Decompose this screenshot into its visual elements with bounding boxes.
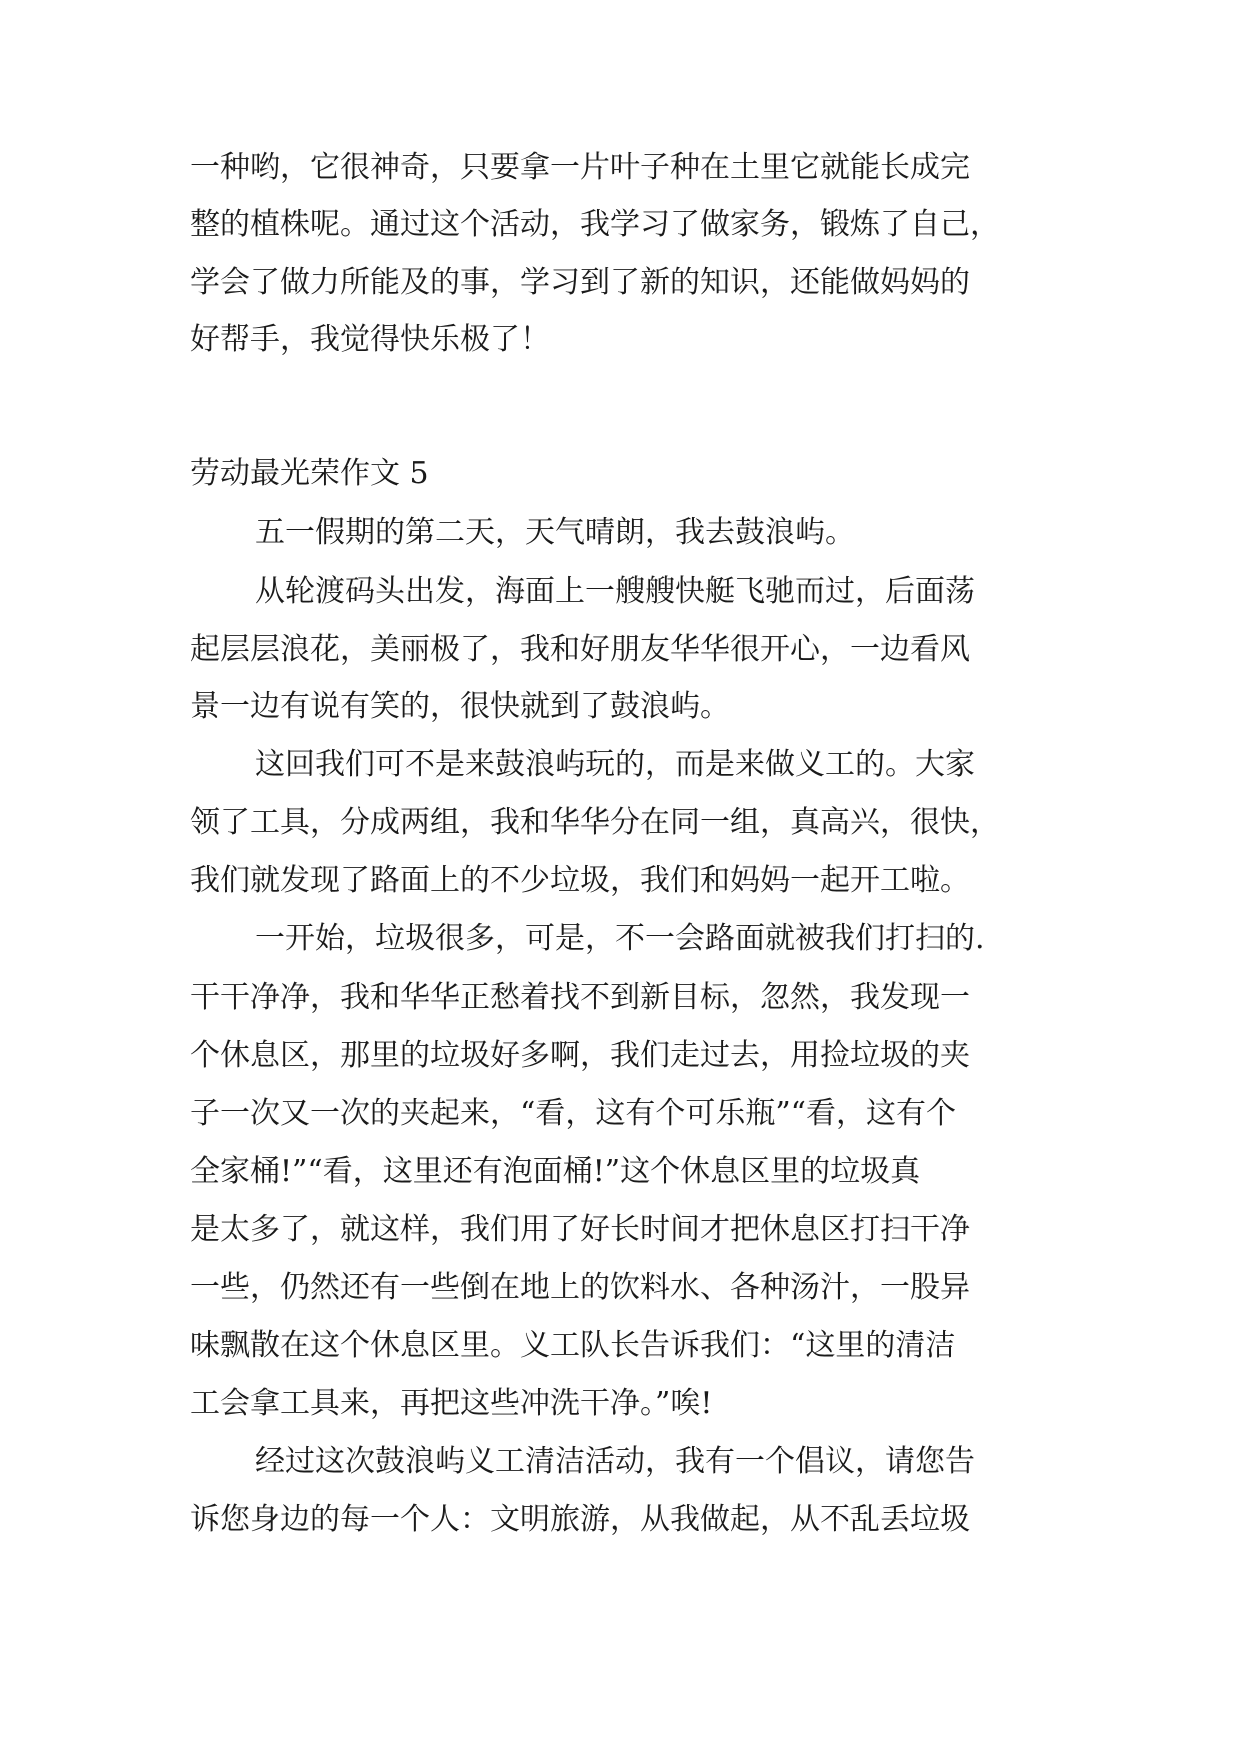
text-line: 个休息区，那里的垃圾好多啊，我们走过去，用捡垃圾的夹 bbox=[190, 1038, 970, 1073]
text-line: 诉您身边的每一个人：文明旅游，从我做起，从不乱丢垃圾 bbox=[190, 1502, 970, 1537]
text-line: 整的植株呢。通过这个活动，我学习了做家务，锻炼了自己， bbox=[190, 207, 1000, 242]
text-line: 味飘散在这个休息区里。义工队长告诉我们：“这里的清洁 bbox=[190, 1328, 956, 1363]
text-line: 景一边有说有笑的，很快就到了鼓浪屿。 bbox=[190, 689, 730, 724]
text-line: 工会拿工具来，再把这些冲洗干净。”唉! bbox=[190, 1386, 713, 1421]
text-line: 起层层浪花，美丽极了，我和好朋友华华很开心，一边看风 bbox=[190, 632, 970, 667]
text-line: 我们就发现了路面上的不少垃圾，我们和妈妈一起开工啦。 bbox=[190, 863, 970, 898]
paragraph-first-line: 从轮渡码头出发，海面上一艘艘快艇飞驰而过，后面荡 bbox=[255, 574, 975, 609]
paragraph-first-line: 五一假期的第二天，天气晴朗，我去鼓浪屿。 bbox=[255, 515, 855, 550]
text-line: 子一次又一次的夹起来，“看，这有个可乐瓶”“看，这有个 bbox=[190, 1096, 957, 1131]
text-line: 干干净净，我和华华正愁着找不到新目标，忽然，我发现一 bbox=[190, 980, 970, 1015]
paragraph-first-line: 这回我们可不是来鼓浪屿玩的，而是来做义工的。大家 bbox=[255, 747, 975, 782]
text-line: 好帮手，我觉得快乐极了！ bbox=[190, 322, 550, 357]
text-line: 一些，仍然还有一些倒在地上的饮料水、各种汤汁，一股异 bbox=[190, 1270, 970, 1305]
text-line: 学会了做力所能及的事，学习到了新的知识，还能做妈妈的 bbox=[190, 265, 970, 300]
text-line: 一种哟，它很神奇，只要拿一片叶子种在土里它就能长成完 bbox=[190, 150, 970, 185]
section-heading: 劳动最光荣作文 5 bbox=[190, 456, 429, 491]
text-line: 是太多了，就这样，我们用了好长时间才把休息区打扫干净 bbox=[190, 1212, 970, 1247]
paragraph-first-line: 经过这次鼓浪屿义工清洁活动，我有一个倡议，请您告 bbox=[255, 1444, 975, 1479]
paragraph-first-line: 一开始，垃圾很多，可是，不一会路面就被我们打扫的. bbox=[255, 921, 985, 956]
text-line: 领了工具，分成两组，我和华华分在同一组，真高兴，很快， bbox=[190, 805, 1000, 840]
text-line: 全家桶!”“看，这里还有泡面桶!”这个休息区里的垃圾真 bbox=[190, 1154, 921, 1189]
